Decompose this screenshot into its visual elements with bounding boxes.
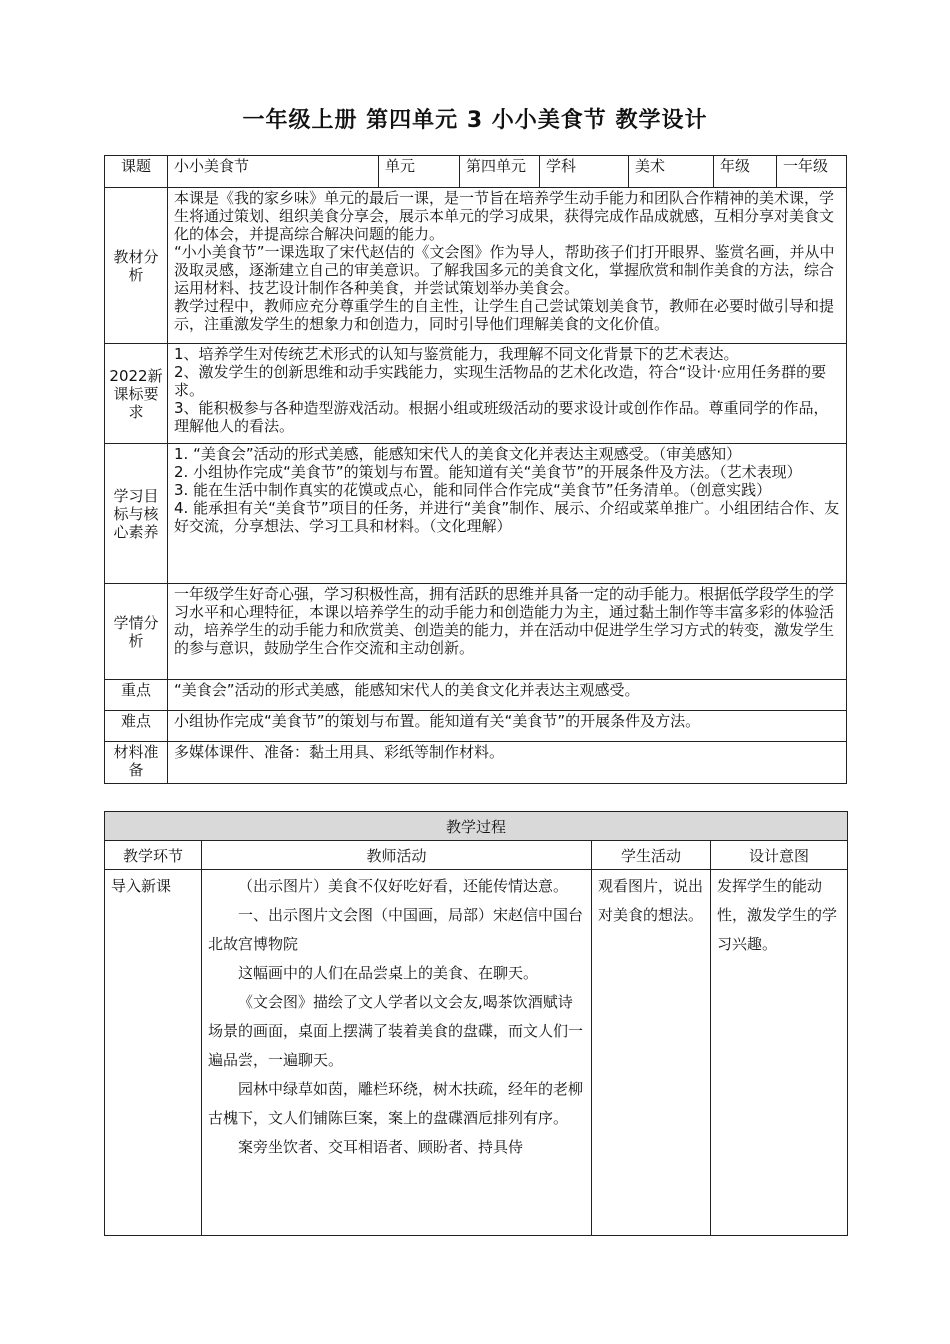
material-paragraph: 本课是《我的家乡味》单元的最后一课，是一节旨在培养学生动手能力和团队合作精神的美术课，学生将通过策划、组织美食分享会，展示本单元的学习成果，获得完成作品成就感，互相分享对美食文化的体会，并提高综合解决问题的能力。 <box>174 189 835 243</box>
col-stage: 教学环节 <box>105 841 202 870</box>
key-label: 重点 <box>105 680 168 711</box>
teacher-paragraph: （出示图片）美食不仅好吃好看，还能传情达意。 <box>238 877 569 895</box>
design-intent-cell: 发挥学生的能动性，激发学生的学习兴趣。 <box>711 870 848 1236</box>
students-row <box>105 584 847 680</box>
standards-row <box>105 344 847 444</box>
goals-content <box>168 444 847 584</box>
subject-value: 美术 <box>629 156 714 188</box>
teacher-activity-cell <box>202 870 592 1236</box>
materials-content: 多媒体课件、准备：黏土用具、彩纸等制作材料。 <box>168 742 847 784</box>
process-header-row <box>105 812 848 841</box>
stage-cell: 导入新课 <box>105 870 202 1236</box>
process-columns-row <box>105 841 848 870</box>
teacher-paragraph: 园林中绿草如茵，雕栏环绕，树木扶疏，经年的老柳古槐下，文人们铺陈巨案，案上的盘碟酒卮排列有序。 <box>208 1080 584 1127</box>
topic-value: 小小美食节 <box>168 156 379 188</box>
material-analysis-label: 教材分析 <box>105 188 168 344</box>
unit-value: 第四单元 <box>460 156 540 188</box>
difficulty-label: 难点 <box>105 711 168 742</box>
lesson-info-table <box>104 155 847 784</box>
goals-label: 学习目标与核心素养 <box>105 444 168 584</box>
students-paragraph: 一年级学生好奇心强，学习积极性高，拥有活跃的思维并具备一定的动手能力。根据低学段学生的学习水平和心理特征，本课以培养学生的动手能力和创造能力为主，通过黏土制作等丰富多彩的体验活动，培养学生的动手能力和欣赏美、创造美的能力，并在活动中促进学生学习方式的转变，激发学生的参与意识，鼓励学生合作交流和主动创新。 <box>174 585 835 657</box>
material-paragraph: “小小美食节”一课选取了宋代赵佶的《文会图》作为导人，帮助孩子们打开眼界、鉴赏名画，并从中汲取灵感，逐渐建立自己的审美意识。了解我国多元的美食文化，掌握欣赏和制作美食的方法，综合运用材料、技艺设计制作各种美食，并尝试策划举办美食会。 <box>174 243 835 297</box>
col-intent: 设计意图 <box>711 841 848 870</box>
difficulty-row <box>105 711 847 742</box>
standards-content <box>168 344 847 444</box>
teacher-paragraph: 一、出示图片文会图（中国画，局部）宋赵信中国台北故宫博物院 <box>208 906 584 953</box>
goals-row <box>105 444 847 584</box>
teacher-paragraph: 《文会图》描绘了文人学者以文会友,喝茶饮酒赋诗场景的画面，桌面上摆满了装着美食的盘碟，而文人们一遍品尝，一遍聊天。 <box>208 993 584 1069</box>
teacher-paragraph: 这幅画中的人们在品尝桌上的美食、在聊天。 <box>238 964 539 982</box>
difficulty-content: 小组协作完成“美食节”的策划与布置。能知道有关“美食节”的开展条件及方法。 <box>168 711 847 742</box>
page-title: 一年级上册 第四单元 3 小小美食节 教学设计 <box>242 108 708 133</box>
grade-value: 一年级 <box>777 156 847 188</box>
standards-label: 2022新课标要求 <box>105 344 168 444</box>
col-teacher: 教师活动 <box>202 841 592 870</box>
goals-paragraph: 3. 能在生活中制作真实的花馍或点心，能和同伴合作完成“美食节”任务清单。（创意实践） <box>174 481 772 499</box>
process-title: 教学过程 <box>105 812 848 841</box>
topic-label: 课题 <box>105 156 168 188</box>
materials-label: 材料准备 <box>105 742 168 784</box>
unit-label: 单元 <box>379 156 460 188</box>
goals-paragraph: 1. “美食会”活动的形式美感，能感知宋代人的美食文化并表达主观感受。（审美感知） <box>174 445 742 463</box>
standards-paragraph: 1、培养学生对传统艺术形式的认知与鉴赏能力，我理解不同文化背景下的艺术表达。 <box>174 345 739 363</box>
students-label: 学情分析 <box>105 584 168 680</box>
material-analysis-content <box>168 188 847 344</box>
standards-paragraph: 2、激发学生的创新思维和动手实践能力，实现生活物品的艺术化改造，符合“设计·应用任务群的要求。 <box>174 363 827 399</box>
col-student: 学生活动 <box>592 841 711 870</box>
key-content: “美食会”活动的形式美感，能感知宋代人的美食文化并表达主观感受。 <box>168 680 847 711</box>
materials-row <box>105 742 847 784</box>
grade-label: 年级 <box>714 156 777 188</box>
process-body-row <box>105 870 848 1236</box>
subject-label: 学科 <box>540 156 629 188</box>
teacher-paragraph: 案旁坐饮者、交耳相语者、顾盼者、持具侍 <box>238 1138 524 1156</box>
student-activity-cell: 观看图片，说出对美食的想法。 <box>592 870 711 1236</box>
standards-paragraph: 3、能积极参与各种造型游戏活动。根据小组或班级活动的要求设计或创作作品。尊重同学的作品，理解他人的看法。 <box>174 399 829 435</box>
info-row <box>105 156 847 188</box>
students-content <box>168 584 847 680</box>
material-paragraph: 教学过程中，教师应充分尊重学生的自主性，让学生自己尝试策划美食节，教师在必要时做引导和提示，注重激发学生的想象力和创造力，同时引导他们理解美食的文化价值。 <box>174 297 835 333</box>
material-analysis-row <box>105 188 847 344</box>
goals-paragraph: 4. 能承担有关“美食节”项目的任务，并进行“美食”制作、展示、介绍或菜单推广。小组团结合作、友好交流，分享想法、学习工具和材料。（文化理解） <box>174 499 840 535</box>
teaching-process-table <box>104 811 848 1236</box>
goals-paragraph: 2. 小组协作完成“美食节”的策划与布置。能知道有关“美食节”的开展条件及方法。（艺术表现） <box>174 463 802 481</box>
key-row <box>105 680 847 711</box>
